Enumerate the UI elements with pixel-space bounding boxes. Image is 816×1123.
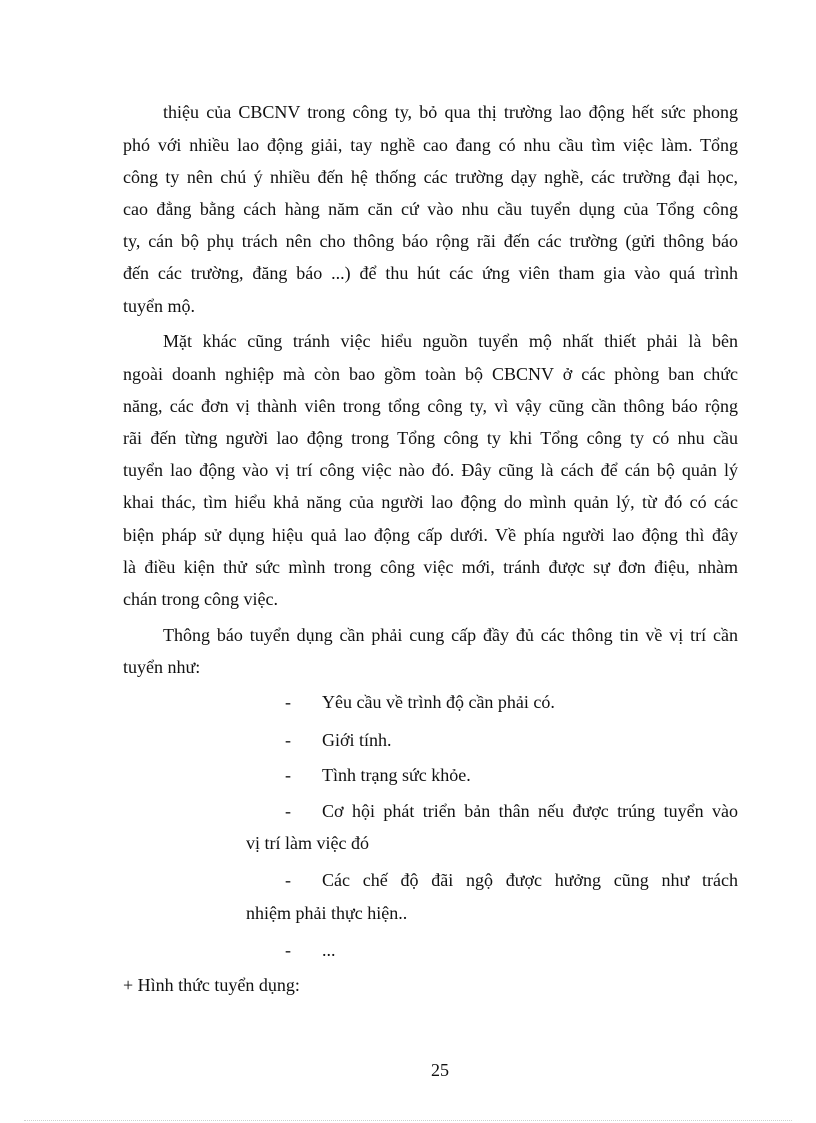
- paragraph-1-line: tuyển mộ.: [123, 296, 195, 316]
- paragraph-1-line: đến các trường, đăng báo ...) để thu hút các ứng viên tham gia vào quá trình: [123, 263, 738, 283]
- paragraph-2-line: năng, các đơn vị thành viên trong tổng công ty, vì vậy cũng cần thông báo rộng: [123, 396, 738, 416]
- list-bullet: -: [285, 801, 291, 821]
- paragraph-2-line: tuyển lao động vào vị trí công việc nào đó. Đây cũng là cách để cán bộ quản lý: [123, 460, 738, 480]
- list-bullet: -: [285, 765, 291, 785]
- paragraph-3-line: tuyển như:: [123, 657, 201, 677]
- paragraph-2-line: ngoài doanh nghiệp mà còn bao gồm toàn bộ CBCNV ở các phòng ban chức: [123, 364, 738, 384]
- list-item: Yêu cầu về trình độ cần phải có.: [322, 692, 555, 712]
- list-bullet: -: [285, 730, 291, 750]
- list-item: Các chế độ đãi ngộ được hưởng cũng như trách: [322, 870, 738, 890]
- paragraph-1-line: công ty nên chú ý nhiều đến hệ thống các trường dạy nghề, các trường đại học,: [123, 167, 738, 187]
- paragraph-2-line: khai thác, tìm hiểu khả năng của người lao động do mình quản lý, từ đó có các: [123, 492, 738, 512]
- list-item-continuation: vị trí làm việc đó: [246, 833, 369, 853]
- list-item-continuation: nhiệm phải thực hiện..: [246, 903, 408, 923]
- list-item: Tình trạng sức khỏe.: [322, 765, 471, 785]
- paragraph-1-line: phó với nhiều lao động giải, tay nghề cao đang có nhu cầu tìm việc làm. Tổng: [123, 135, 738, 155]
- paragraph-2-line: là điều kiện thử sức mình trong công việc mới, tránh được sự đơn điệu, nhàm: [123, 557, 738, 577]
- paragraph-2-line: biện pháp sử dụng hiệu quả lao động cấp dưới. Về phía người lao động thì đây: [123, 525, 738, 545]
- paragraph-3-line: Thông báo tuyển dụng cần phải cung cấp đầy đủ các thông tin về vị trí cần: [163, 625, 738, 645]
- paragraph-1-line: ty, cán bộ phụ trách nên cho thông báo rộng rãi đến các trường (gửi thông báo: [123, 231, 738, 251]
- list-bullet: -: [285, 940, 291, 960]
- page-bottom-divider: [24, 1120, 792, 1121]
- paragraph-1-line: thiệu của CBCNV trong công ty, bỏ qua thị trường lao động hết sức phong: [163, 102, 738, 122]
- paragraph-2-line: chán trong công việc.: [123, 589, 278, 609]
- list-bullet: -: [285, 692, 291, 712]
- paragraph-2-line: rãi đến từng người lao động trong Tổng công ty khi Tổng công ty có nhu cầu: [123, 428, 738, 448]
- list-item: ...: [322, 940, 336, 960]
- paragraph-1-line: cao đẳng bằng cách hàng năm căn cứ vào nhu cầu tuyển dụng của Tổng công: [123, 199, 738, 219]
- list-item: Giới tính.: [322, 730, 392, 750]
- paragraph-2-line: Mặt khác cũng tránh việc hiểu nguồn tuyển mộ nhất thiết phải là bên: [163, 331, 738, 351]
- list-bullet: -: [285, 870, 291, 890]
- section-heading: + Hình thức tuyển dụng:: [123, 975, 300, 995]
- page-number: 25: [431, 1060, 449, 1080]
- list-item: Cơ hội phát triển bản thân nếu được trúng tuyển vào: [322, 801, 738, 821]
